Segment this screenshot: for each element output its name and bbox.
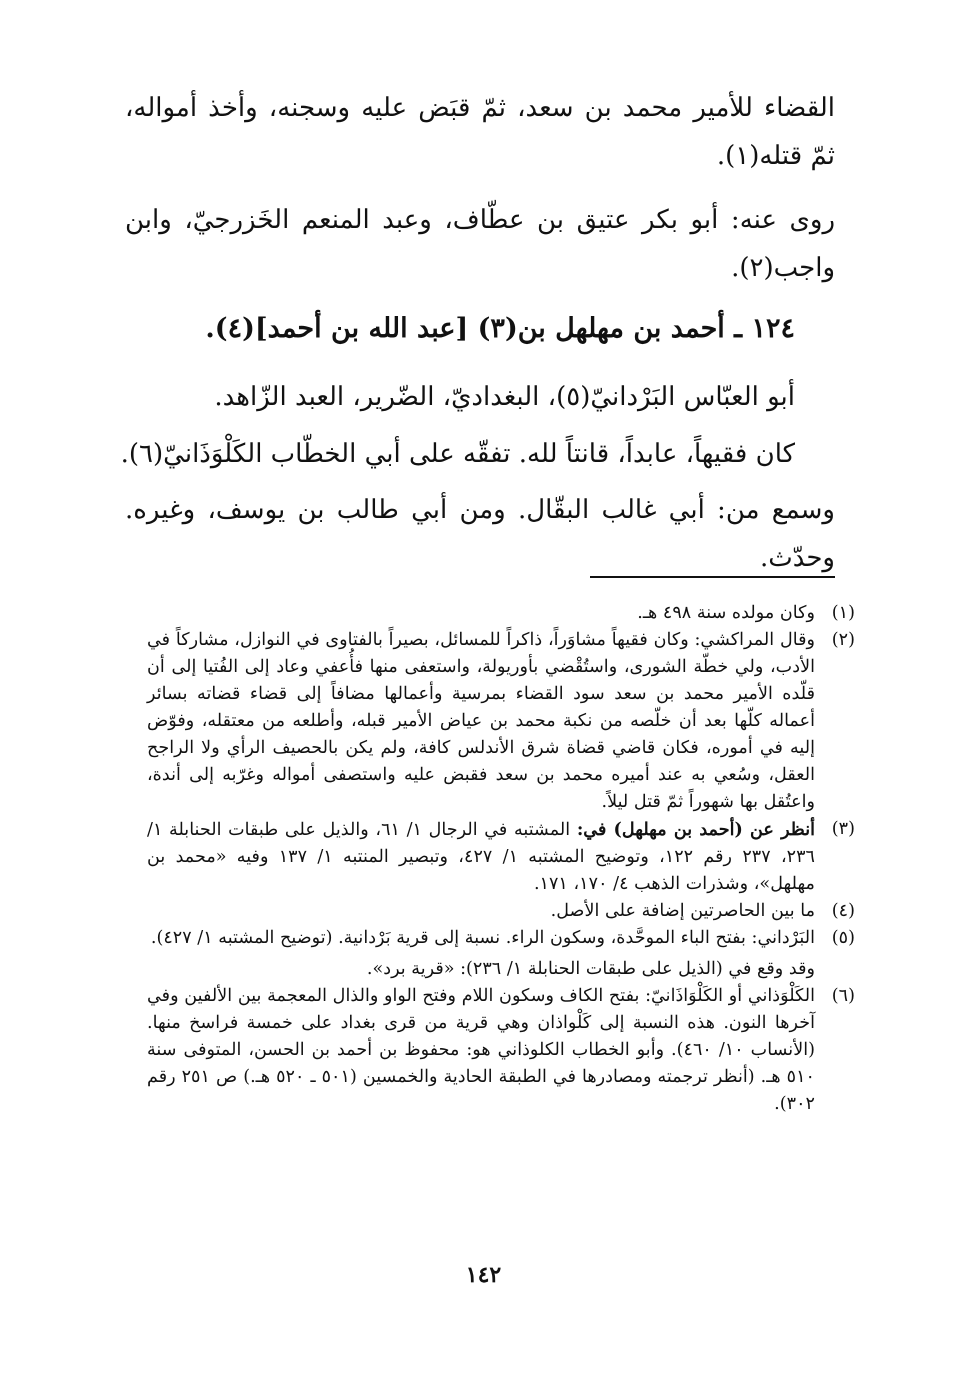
footnote-text: وقال المراكشي: وكان فقيهاً مشاوَراً، ذاكراً للمسائل، بصيراً بالفتاوى في النوازل، مشاركاً في الأدب، ولي خطّة الشورى، واستُقْضي بأوريولة، واستعفى منها فأُعفي وعاد إلى الفُتيا إلى أن قلّده الأمير محمد بن سعد سود القضاء بمرسية وأعمالها مضافاً إلى قضاء قضاته بسائر أعماله كلّها بعد أن خلّصه من نكبة محمد بن عياض الأمير قبله، وأطلعه من معتقله، وفوّض إليه في أموره، فكان قاضي قضاة شرق الأندلس كافة، ولم يكن بالحصيف الرأي ولا الراجح العقل، وسُعي به عند أميره محمد بن سعد فقبض عليه واستصفى أمواله وغرّبه إلى أندة، واعتُقل بها شهوراً ثمّ قتل ليلاً. bbox=[147, 630, 815, 812]
footnote-2 bbox=[147, 627, 855, 816]
body-paragraph-2: روى عنه: أبو بكر عتيق بن عطّاف، وعبد المنعم الخَزرجيّ، وابن واجب(٢). bbox=[125, 205, 835, 283]
footnote-3 bbox=[147, 816, 855, 898]
footnote-4 bbox=[147, 898, 855, 925]
footnote-text: البَرْداني: بفتح الباء الموحَّدة، وسكون الراء. نسبة إلى قرية بَرْدانية. (توضيح المشتبه ١/ ٤٢٧). bbox=[150, 928, 815, 948]
footnote-number: (٢) bbox=[831, 630, 855, 650]
footnote-5 bbox=[147, 925, 855, 952]
footnote-lead: أنظر عن (أحمد بن مهلهل) في: bbox=[576, 819, 815, 840]
footnote-text: ما بين الحاصرتين إضافة على الأصل. bbox=[550, 901, 815, 921]
footnote-number: (٥) bbox=[831, 928, 855, 948]
footnote-number: (١) bbox=[831, 603, 855, 623]
entry-heading: ١٢٤ ـ أحمد بن مهلهل بن(٣) [عبد الله بن أحمد](٤). bbox=[205, 313, 795, 344]
footnote-text: وكان مولده سنة ٤٩٨ هـ. bbox=[637, 603, 815, 623]
footnote-1 bbox=[147, 600, 855, 627]
footnote-text: المشتبه في الرجال ١/ ٦١، والذيل على طبقات الحنابلة ١/ ٢٣٦، ٢٣٧ رقم ١٢٢، وتوضيح المشتبه ١/ ٤٢٧، وتبصير المنتبه ١/ ١٣٧ وفيه «محمد بن مهلهل»، وشذرات الذهب ٤/ ١٧٠، ١٧١. bbox=[147, 820, 815, 894]
footnote-number: (٦) bbox=[831, 986, 855, 1006]
page-number: ١٤٢ bbox=[465, 1262, 502, 1288]
footnote-6 bbox=[147, 983, 855, 1118]
body-paragraph-1: القضاء للأمير محمد بن سعد، ثمّ قبَض عليه وسجنه، وأخذ أمواله، ثمّ قتله(١). bbox=[125, 93, 835, 171]
body-paragraph-4: كان فقيهاً، عابداً، قانتاً لله. تفقّه على أبي الخطّاب الكَلْوَذَانيّ(٦). bbox=[120, 439, 795, 469]
body-paragraph-5: وسمع من: أبي غالب البقّال. ومن أبي طالب بن يوسف، وغيره. وحدّث. bbox=[125, 495, 835, 573]
footnote-text: الكَلْوَذاني أو الكَلْوَاذَانيّ: بفتح الكاف وسكون اللام وفتح الواو والذال المعجمة بين الألفين وفي آخرها النون. هذه النسبة إلى كَلْواذان وهي قرية من قرى بغداد على خمسة فراسخ منها. (الأنساب ١٠/ ٤٦٠). وأبو الخطاب الكلوذاني هو: محفوظ بن أحمد بن الحسن، المتوفى سنة ٥١٠ هـ. (أنظر ترجمته ومصادرها في الطبقة الحادية والخمسين (٥٠١ ـ ٥٢٠ هـ.) ص ٢٥١ رقم ٣٠٢). bbox=[147, 986, 816, 1114]
footnote-divider bbox=[590, 576, 835, 578]
footnote-number: (٣) bbox=[831, 819, 855, 839]
body-paragraph-3: أبو العبّاس البَرْدانيّ(٥)، البغداديّ، الضّرير، العبد الزّاهد. bbox=[214, 382, 795, 412]
footnote-number: (٤) bbox=[831, 901, 855, 921]
footnote-5-continuation: وقد وقع في (الذيل على طبقات الحنابلة ١/ ٢٣٦): «قرية برد». bbox=[366, 959, 815, 979]
footnotes bbox=[147, 600, 855, 1118]
